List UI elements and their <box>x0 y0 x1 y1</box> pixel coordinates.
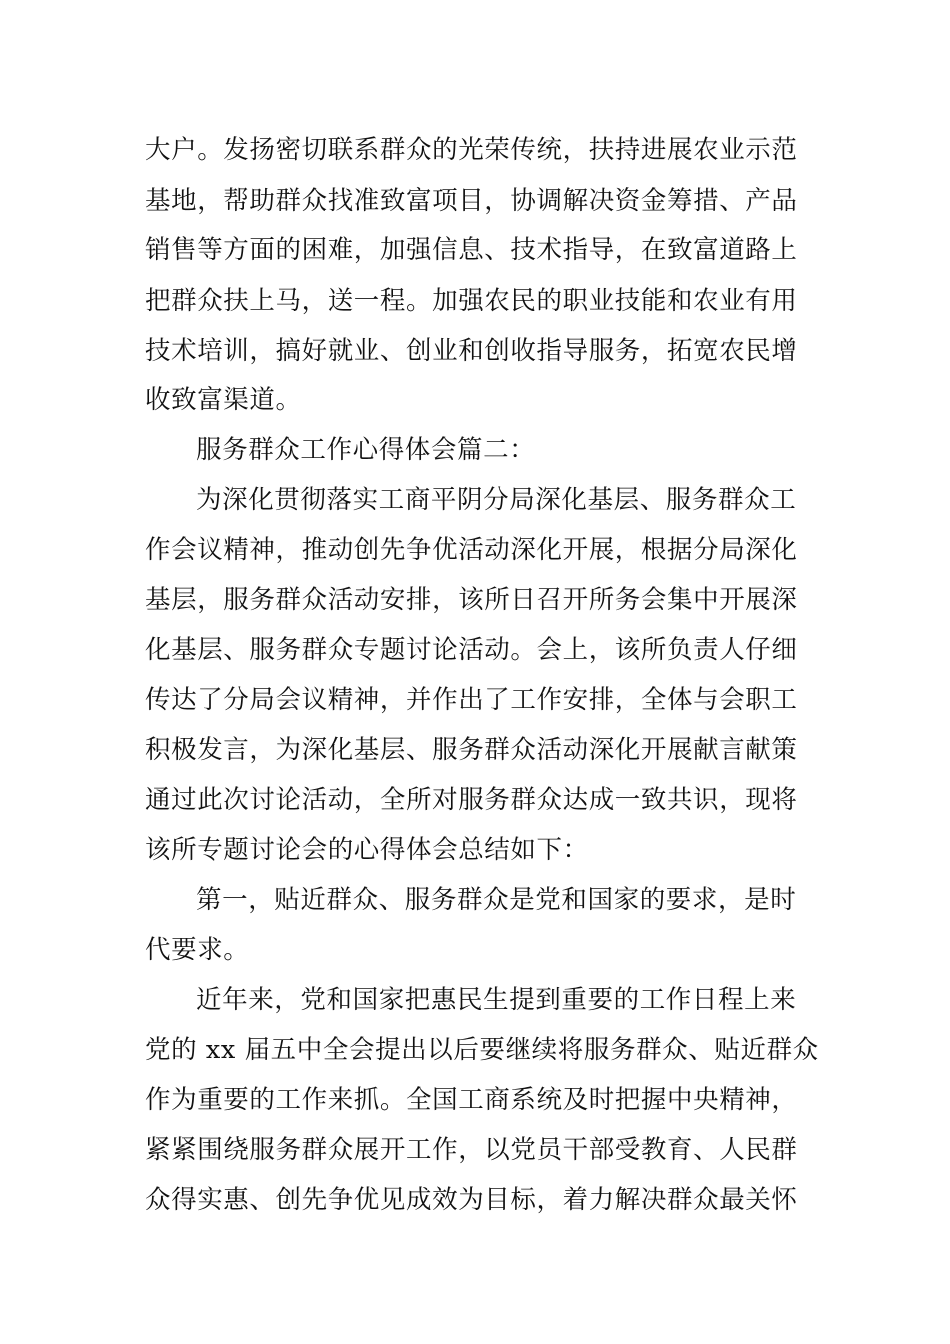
text-line: 紧紧围绕服务群众展开工作，以党员干部受教育、人民群 <box>145 1135 798 1165</box>
text-line: 大户。发扬密切联系群众的光荣传统，扶持进展农业示范 <box>145 135 798 165</box>
text-line: 技术培训，搞好就业、创业和创收指导服务，拓宽农民增 <box>145 336 798 366</box>
text-line: 作会议精神，推动创先争优活动深化开展，根据分局深化 <box>145 535 798 565</box>
text-line: 众得实惠、创先争优见成效为目标，着力解决群众最关怀 <box>145 1185 798 1215</box>
text-line: 作为重要的工作来抓。全国工商系统及时把握中央精神， <box>145 1085 798 1115</box>
text-line: 近年来，党和国家把惠民生提到重要的工作日程上来 <box>196 985 797 1015</box>
text-line: 通过此次讨论活动，全所对服务群众达成一致共识，现将 <box>145 785 798 815</box>
text-line: 化基层、服务群众专题讨论活动。会上，该所负责人仔细 <box>145 635 798 665</box>
section-heading: 服务群众工作心得体会篇二： <box>196 435 536 465</box>
text-line: 第一，贴近群众、服务群众是党和国家的要求，是时 <box>196 885 797 915</box>
text-line: 积极发言，为深化基层、服务群众活动深化开展献言献策 <box>145 735 798 765</box>
text-line: 基层，服务群众活动安排，该所日召开所务会集中开展深 <box>145 585 798 615</box>
text-line: 代要求。 <box>145 935 250 965</box>
text-line: 党的 xx 届五中全会提出以后要继续将服务群众、贴近群众 <box>145 1035 819 1065</box>
text-line: 传达了分局会议精神，并作出了工作安排，全体与会职工 <box>145 685 798 715</box>
text-line: 收致富渠道。 <box>145 385 302 415</box>
text-line: 为深化贯彻落实工商平阴分局深化基层、服务群众工 <box>196 485 797 515</box>
text-line: 把群众扶上马，送一程。加强农民的职业技能和农业有用 <box>145 286 798 316</box>
text-line: 该所专题讨论会的心得体会总结如下： <box>145 835 589 865</box>
text-line: 销售等方面的困难，加强信息、技术指导，在致富道路上 <box>145 235 798 265</box>
text-line: 基地，帮助群众找准致富项目，协调解决资金筹措、产品 <box>145 186 798 216</box>
